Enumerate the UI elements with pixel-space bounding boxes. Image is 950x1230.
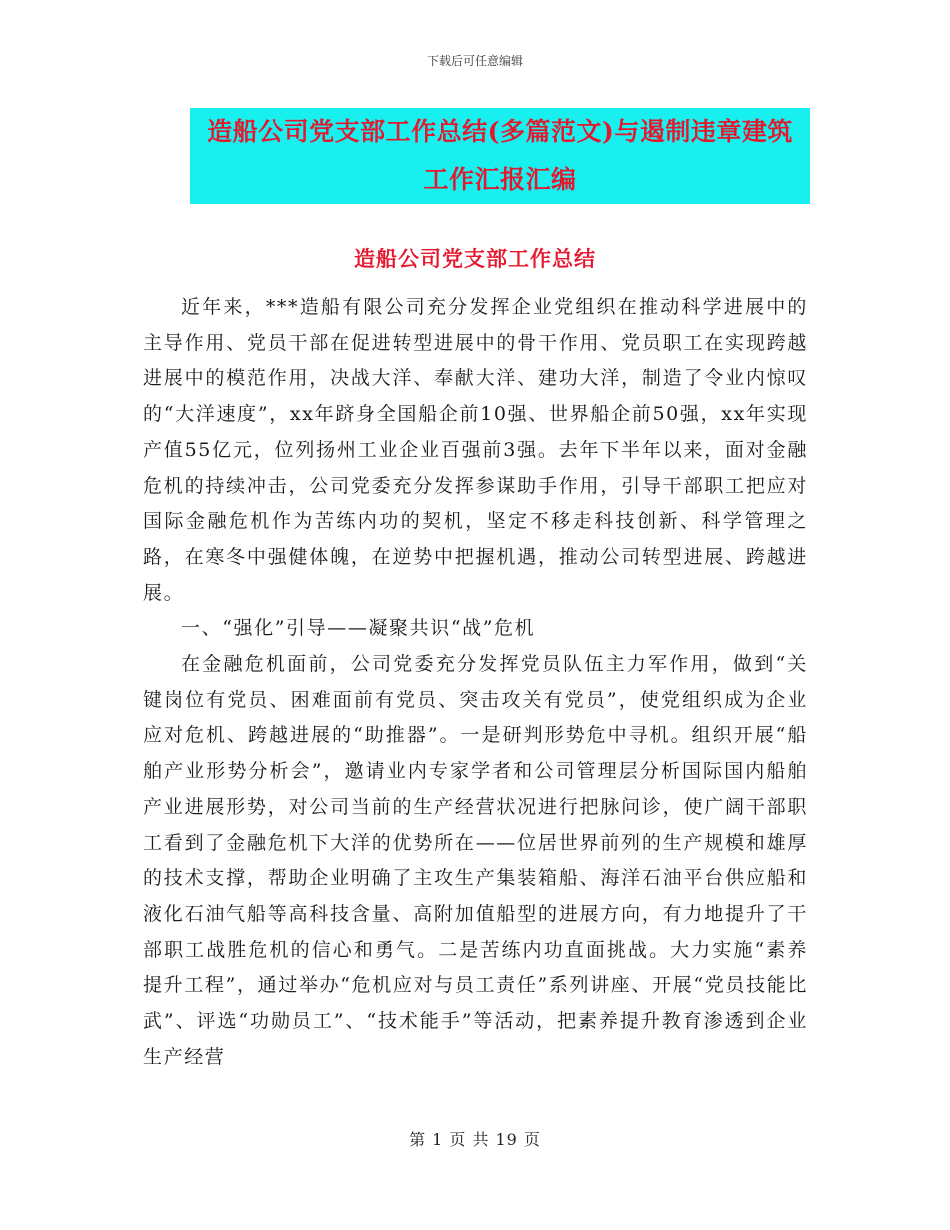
body-text: [143, 290, 808, 1075]
page-header-note: 下载后可任意编辑: [426, 54, 523, 68]
section-title: 造船公司党支部工作总结: [354, 246, 596, 271]
footer-prefix: 第: [409, 1130, 427, 1149]
footer-mid: 页 共: [449, 1130, 490, 1149]
footer-total-pages: 19: [495, 1130, 518, 1149]
footer-page-number: 1: [432, 1130, 444, 1149]
document-title-line1: 造船公司党支部工作总结(多篇范文)与遏制违章建筑: [207, 117, 793, 146]
document-title-line2: 工作汇报汇编: [423, 165, 577, 194]
paragraph-heading-1: 一、“强化”引导——凝聚共识“战”危机: [181, 617, 536, 640]
footer-suffix: 页: [523, 1130, 541, 1149]
page-footer: [0, 1127, 950, 1150]
document-title: [190, 108, 810, 204]
paragraph-body-1: 在金融危机面前，公司党委充分发挥党员队伍主力军作用，做到“关键岗位有党员、困难面前有党员、突击攻关有党员”，使党组织成为企业应对危机、跨越进展的“助推器”。一是研判形势危中寻机。组织开展“船舶产业形势分析会”，邀请业内专家学者和公司管理层分析国际国内船舶产业进展形势，对公司当前的生产经营状况进行把脉问诊，使广阔干部职工看到了金融危机下大洋的优势所在——位居世界前列的生产规模和雄厚的技术支撑，帮助企业明确了主攻生产集装箱船、海洋石油平台供应船和液化石油气船等高科技含量、高附加值船型的进展方向，有力地提升了干部职工战胜危机的信心和勇气。二是苦练内功直面挑战。大力实施“素养提升工程”，通过举办“危机应对与员工责任”系列讲座、开展“党员技能比武”、评选“功勋员工”、“技术能手”等活动，把素养提升教育渗透到企业生产经营: [143, 653, 808, 1068]
paragraph-intro: 近年来，***造船有限公司充分发挥企业党组织在推动科学进展中的主导作用、党员干部在促进转型进展中的骨干作用、党员职工在实现跨越进展中的模范作用，决战大洋、奉献大洋、建功大洋，制造了令业内惊叹的“大洋速度”，xx年跻身全国船企前10强、世界船企前50强，xx年实现产值55亿元，位列扬州工业企业百强前3强。去年下半年以来，面对金融危机的持续冲击，公司党委充分发挥参谋助手作用，引导干部职工把应对国际金融危机作为苦练内功的契机，坚定不移走科技创新、科学管理之路，在寒冬中强健体魄，在逆势中把握机遇，推动公司转型进展、跨越进展。: [143, 296, 808, 604]
